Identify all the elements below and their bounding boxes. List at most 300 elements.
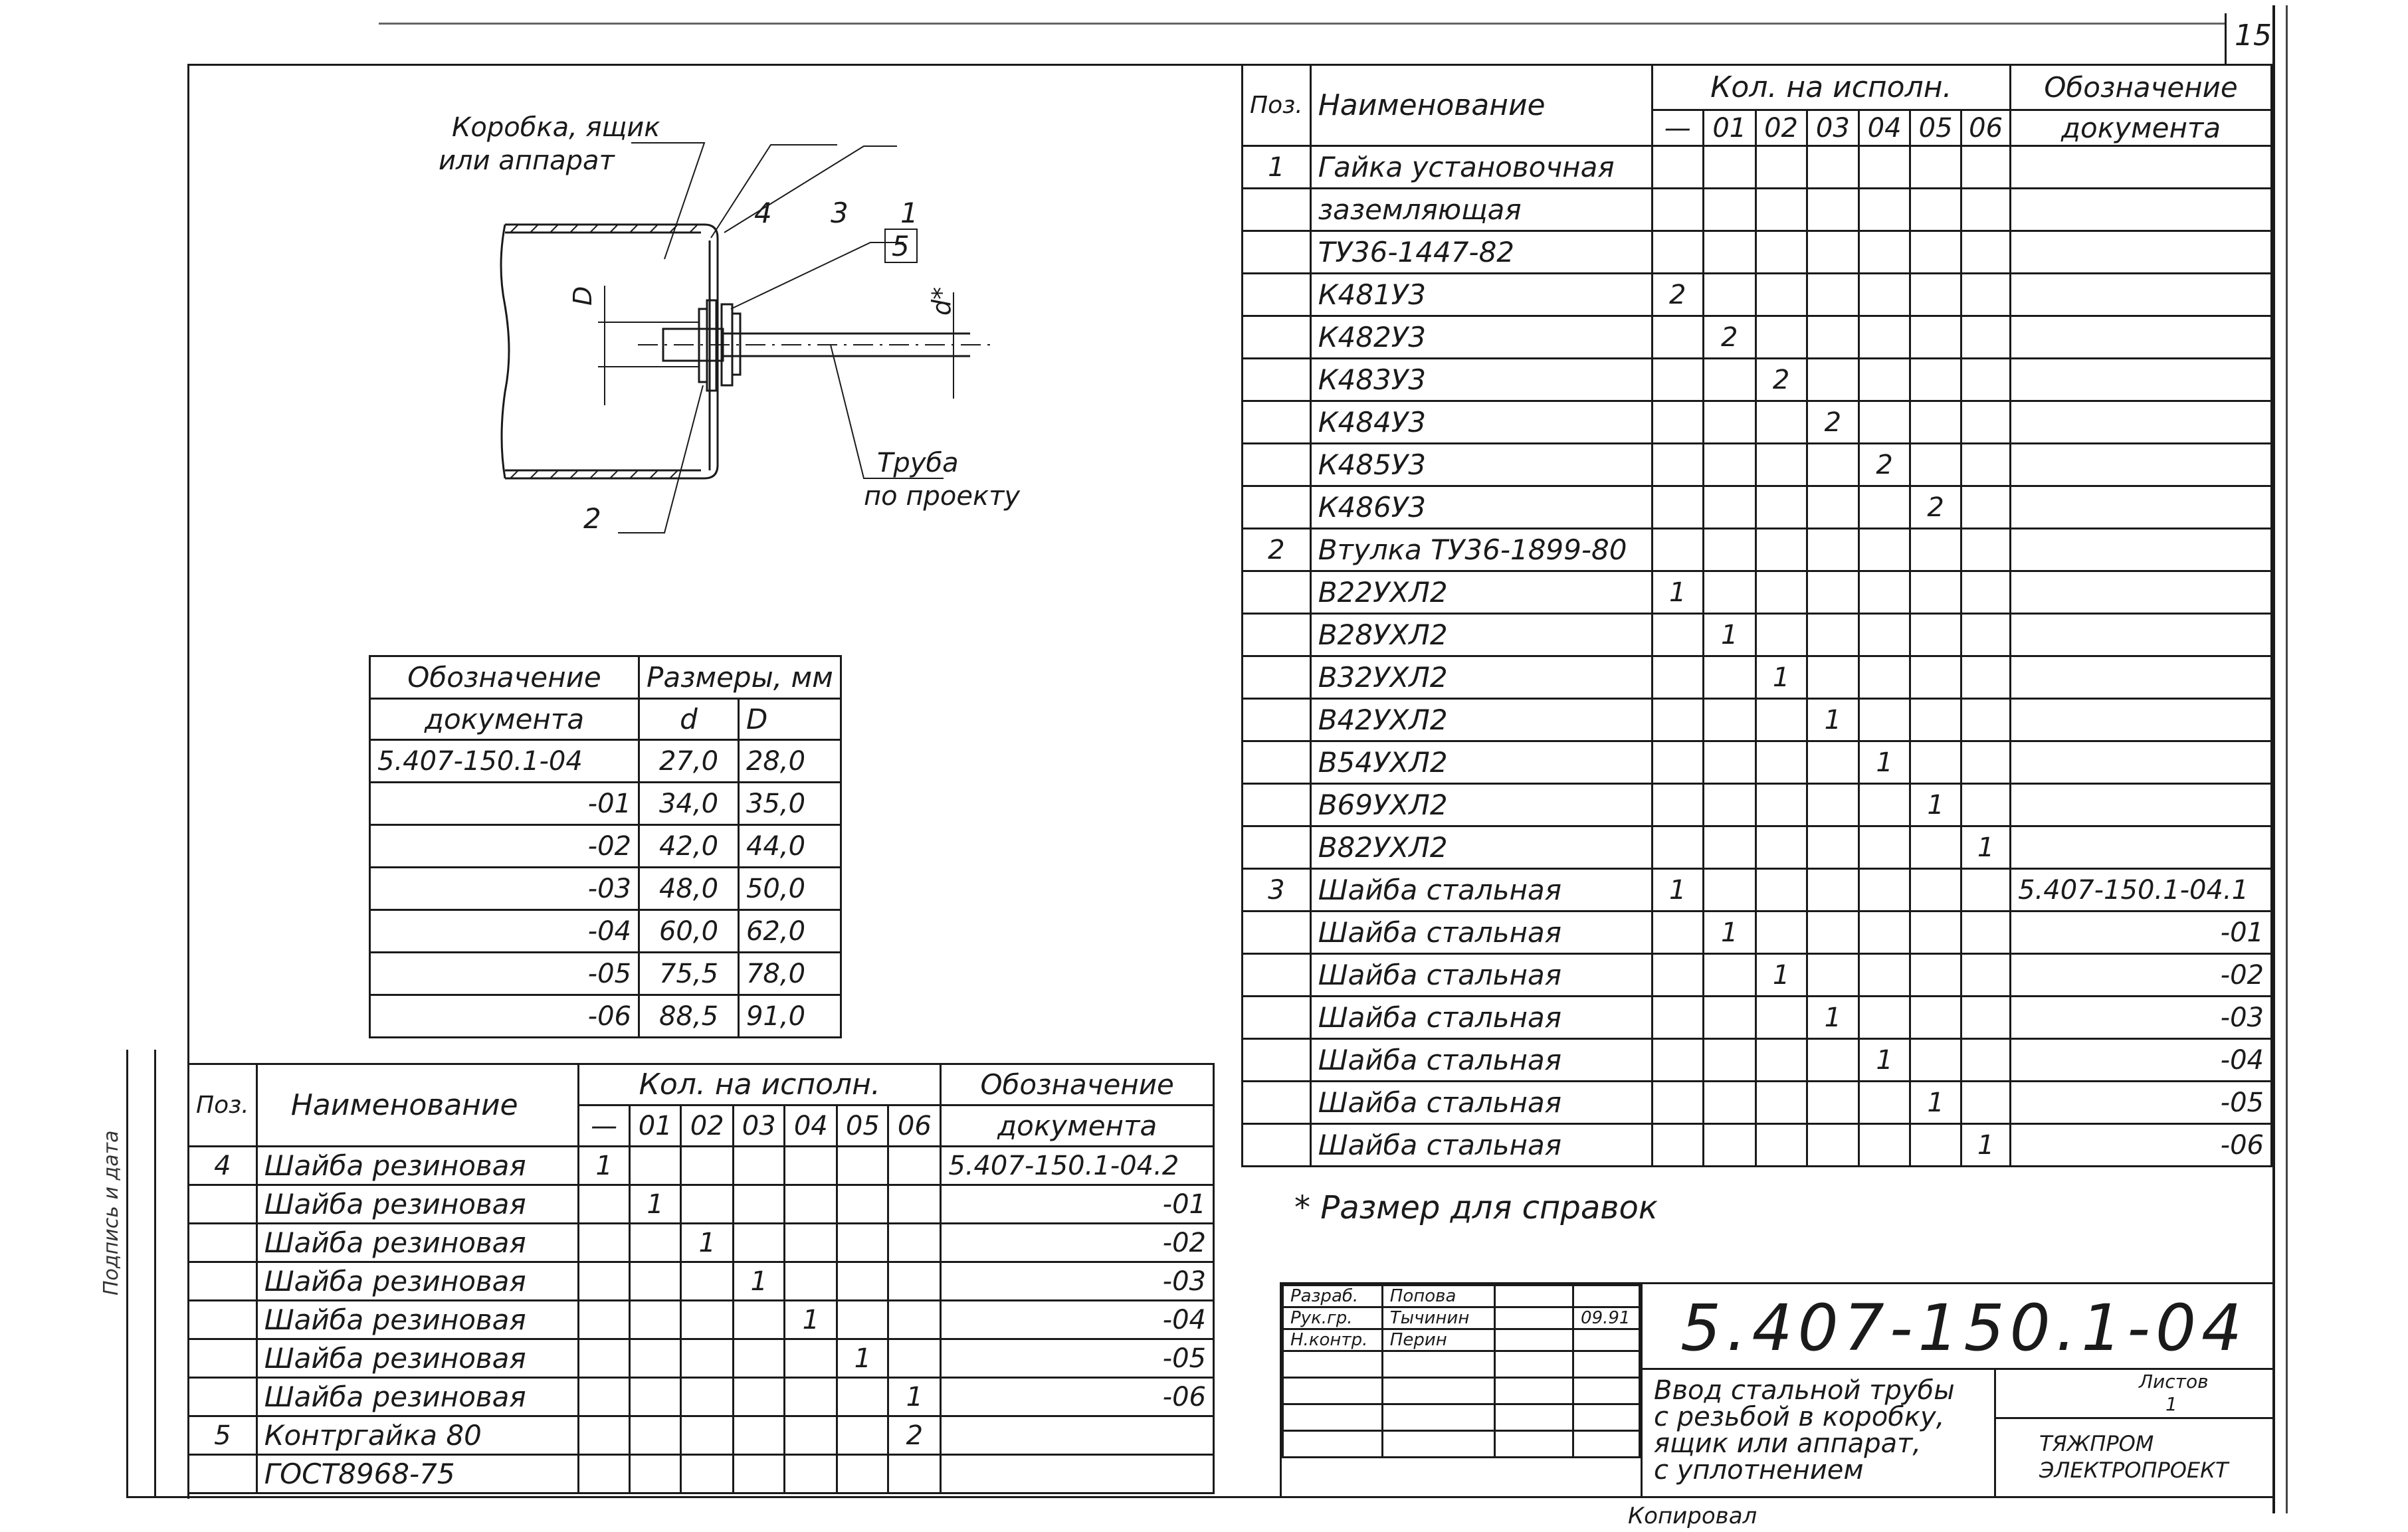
row-qty xyxy=(1859,401,1910,444)
title-block-signatures xyxy=(1282,1284,1641,1458)
spec-right-row xyxy=(1243,1039,2272,1082)
row-qty xyxy=(734,1301,785,1339)
row-qty xyxy=(1652,784,1703,826)
row-qty xyxy=(630,1147,681,1185)
box-wall-right xyxy=(505,238,718,478)
row-qty xyxy=(1704,997,1756,1039)
row-qty xyxy=(785,1224,837,1262)
row-qty xyxy=(1756,826,1807,869)
row-qty xyxy=(1652,359,1703,401)
spec-left-row xyxy=(189,1147,1214,1185)
row-pos xyxy=(189,1339,257,1378)
spec-right-h-name: Наименование xyxy=(1310,65,1652,146)
row-name: Гайка установочная xyxy=(1310,146,1652,189)
row-name: Шайба стальная xyxy=(1310,997,1652,1039)
tb-title-line-4: с уплотнением xyxy=(1654,1455,1864,1485)
row-qty xyxy=(1910,614,1961,656)
sizes-header-D: D xyxy=(738,699,841,740)
row-name: Контргайка 80 xyxy=(256,1416,579,1455)
row-qty: 1 xyxy=(1704,911,1756,954)
row-pos: 2 xyxy=(1243,529,1311,571)
sizes-cell-D: 78,0 xyxy=(738,953,841,995)
sizes-cell-d: 48,0 xyxy=(639,868,739,910)
spec-left-h-doc-1: Обозначение xyxy=(941,1064,1214,1105)
row-qty xyxy=(681,1455,734,1493)
row-qty: 1 xyxy=(1756,656,1807,699)
row-doc: -04 xyxy=(2011,1039,2272,1082)
spec-right-variant-header: 04 xyxy=(1859,110,1910,146)
row-qty xyxy=(1910,231,1961,274)
sizes-header-d: d xyxy=(639,699,739,740)
row-name: Шайба стальная xyxy=(1310,1039,1652,1082)
row-qty xyxy=(1910,997,1961,1039)
drawing-code: 5.407-150.1-04 xyxy=(1680,1291,2248,1365)
row-qty xyxy=(630,1455,681,1493)
row-pos xyxy=(1243,784,1311,826)
row-qty xyxy=(1910,826,1961,869)
spec-right-row xyxy=(1243,656,2272,699)
row-qty xyxy=(1756,1039,1807,1082)
row-qty xyxy=(579,1301,630,1339)
sizes-row xyxy=(370,953,841,995)
row-qty xyxy=(1807,911,1859,954)
row-pos xyxy=(1243,614,1311,656)
row-qty xyxy=(1756,911,1807,954)
row-qty xyxy=(1704,1039,1756,1082)
row-pos: 3 xyxy=(1243,869,1311,911)
row-qty xyxy=(1652,741,1703,784)
row-qty: 2 xyxy=(1910,486,1961,529)
row-doc: -04 xyxy=(941,1301,1214,1339)
row-qty xyxy=(1859,699,1910,741)
tb-sheets: 1 xyxy=(2165,1393,2177,1415)
row-pos xyxy=(1243,401,1311,444)
row-pos xyxy=(1243,826,1311,869)
row-qty xyxy=(1859,359,1910,401)
row-name: В54УХЛ2 xyxy=(1310,741,1652,784)
row-doc xyxy=(2011,274,2272,316)
row-doc: -06 xyxy=(941,1378,1214,1416)
row-qty: 1 xyxy=(1859,1039,1910,1082)
row-qty: 1 xyxy=(1652,571,1703,614)
spec-left-variant-header: 06 xyxy=(888,1105,941,1147)
row-qty xyxy=(1652,699,1703,741)
row-qty xyxy=(1910,316,1961,359)
row-qty xyxy=(1859,614,1910,656)
row-qty xyxy=(1910,571,1961,614)
row-qty xyxy=(1859,954,1910,997)
row-doc: -03 xyxy=(941,1262,1214,1301)
row-pos: 5 xyxy=(189,1416,257,1455)
sizes-cell-doc: -01 xyxy=(370,783,639,825)
spec-left-row xyxy=(189,1224,1214,1262)
row-name: Шайба резиновая xyxy=(256,1378,579,1416)
row-qty xyxy=(1859,869,1910,911)
row-qty xyxy=(1704,784,1756,826)
row-pos xyxy=(1243,189,1311,231)
row-pos xyxy=(1243,231,1311,274)
row-name: Втулка ТУ36-1899-80 xyxy=(1310,529,1652,571)
row-qty xyxy=(1756,274,1807,316)
row-name: ТУ36-1447-82 xyxy=(1310,231,1652,274)
row-qty xyxy=(1756,741,1807,784)
row-doc xyxy=(2011,401,2272,444)
row-qty xyxy=(1961,571,2011,614)
row-qty xyxy=(1756,231,1807,274)
spec-right-h-qty: Кол. на исполн. xyxy=(1652,65,2011,110)
label-box-1: Коробка, ящик xyxy=(452,112,660,143)
row-qty xyxy=(1807,614,1859,656)
spec-right-variant-header: 02 xyxy=(1756,110,1807,146)
row-qty xyxy=(1859,231,1910,274)
row-qty xyxy=(1961,741,2011,784)
row-qty xyxy=(1756,614,1807,656)
row-qty xyxy=(1910,401,1961,444)
row-qty xyxy=(1807,656,1859,699)
row-doc xyxy=(2011,231,2272,274)
row-qty xyxy=(734,1224,785,1262)
row-qty xyxy=(1652,1124,1703,1167)
tb-title-line-1: Ввод стальной трубы xyxy=(1654,1375,1955,1406)
row-qty xyxy=(1704,656,1756,699)
row-qty xyxy=(1961,529,2011,571)
row-qty xyxy=(888,1262,941,1301)
row-qty xyxy=(1704,146,1756,189)
row-qty xyxy=(1807,784,1859,826)
row-qty xyxy=(579,1378,630,1416)
tb-title xyxy=(1654,1377,1955,1484)
spec-right-row xyxy=(1243,401,2272,444)
row-qty xyxy=(785,1185,837,1224)
row-qty xyxy=(630,1339,681,1378)
spec-left-variant-header: 01 xyxy=(630,1105,681,1147)
row-qty xyxy=(1961,401,2011,444)
row-qty xyxy=(837,1185,888,1224)
row-qty xyxy=(1910,869,1961,911)
row-doc xyxy=(2011,699,2272,741)
row-qty xyxy=(837,1301,888,1339)
row-name: Шайба резиновая xyxy=(256,1339,579,1378)
sizes-cell-doc: -04 xyxy=(370,910,639,953)
label-pipe-1: Труба xyxy=(877,448,959,478)
row-pos xyxy=(1243,359,1311,401)
spec-right-row xyxy=(1243,997,2272,1039)
row-qty xyxy=(1704,571,1756,614)
row-doc xyxy=(2011,741,2272,784)
row-qty xyxy=(1910,444,1961,486)
row-doc: -01 xyxy=(2011,911,2272,954)
row-qty: 2 xyxy=(1704,316,1756,359)
row-qty xyxy=(1807,826,1859,869)
row-name: К484У3 xyxy=(1310,401,1652,444)
row-qty xyxy=(1652,1039,1703,1082)
row-doc xyxy=(2011,784,2272,826)
sizes-cell-doc: -06 xyxy=(370,995,639,1038)
row-doc xyxy=(941,1455,1214,1493)
tb-role-1: Разраб. xyxy=(1283,1286,1383,1307)
row-qty xyxy=(1652,656,1703,699)
row-qty: 2 xyxy=(1652,274,1703,316)
row-qty xyxy=(1807,231,1859,274)
sizes-cell-D: 35,0 xyxy=(738,783,841,825)
row-pos xyxy=(1243,997,1311,1039)
tb-role-2: Рук.гр. xyxy=(1283,1307,1383,1329)
tb-org-line-2: ЭЛЕКТРОПРОЕКТ xyxy=(2039,1458,2229,1483)
row-qty xyxy=(579,1185,630,1224)
row-qty xyxy=(1652,529,1703,571)
row-name: Шайба резиновая xyxy=(256,1185,579,1224)
spec-right-row xyxy=(1243,911,2272,954)
spec-right-table xyxy=(1241,64,2272,1167)
spec-left-h-qty: Кол. на исполн. xyxy=(579,1064,941,1105)
row-qty xyxy=(630,1224,681,1262)
row-qty xyxy=(579,1262,630,1301)
row-qty xyxy=(1652,911,1703,954)
row-qty xyxy=(1652,401,1703,444)
sizes-cell-D: 28,0 xyxy=(738,740,841,783)
sizes-header-sizes: Размеры, мм xyxy=(639,656,841,699)
row-qty: 1 xyxy=(1704,614,1756,656)
pos-label-4: 4 xyxy=(754,197,772,229)
row-name: В69УХЛ2 xyxy=(1310,784,1652,826)
row-pos xyxy=(1243,954,1311,997)
row-pos xyxy=(1243,274,1311,316)
row-qty xyxy=(1756,699,1807,741)
sizes-cell-d: 42,0 xyxy=(639,825,739,868)
row-doc xyxy=(2011,316,2272,359)
sizes-header-doc-1: Обозначение xyxy=(370,656,639,699)
spec-left-row xyxy=(189,1262,1214,1301)
row-doc: -03 xyxy=(2011,997,2272,1039)
row-pos xyxy=(1243,571,1311,614)
spec-right-row xyxy=(1243,1082,2272,1124)
spec-right-h-doc-1: Обозначение xyxy=(2011,65,2272,110)
row-qty xyxy=(1807,1124,1859,1167)
spec-right-h-pos: Поз. xyxy=(1243,65,1311,146)
row-qty xyxy=(1910,529,1961,571)
row-doc xyxy=(2011,444,2272,486)
row-qty xyxy=(1652,997,1703,1039)
row-qty xyxy=(1756,316,1807,359)
row-doc: -02 xyxy=(2011,954,2272,997)
row-qty: 1 xyxy=(630,1185,681,1224)
row-pos: 4 xyxy=(189,1147,257,1185)
spec-left-row xyxy=(189,1185,1214,1224)
row-pos xyxy=(1243,486,1311,529)
row-qty xyxy=(1704,189,1756,231)
label-box-2: или аппарат xyxy=(439,145,615,176)
row-pos xyxy=(1243,1124,1311,1167)
row-qty xyxy=(1704,231,1756,274)
spec-right-row xyxy=(1243,231,2272,274)
sizes-cell-doc: -05 xyxy=(370,953,639,995)
row-qty xyxy=(1859,997,1910,1039)
spec-right-row xyxy=(1243,359,2272,401)
sizes-cell-d: 27,0 xyxy=(639,740,739,783)
row-qty xyxy=(630,1416,681,1455)
row-qty xyxy=(1910,1124,1961,1167)
spec-right-variant-header: — xyxy=(1652,110,1703,146)
tb-date: 09.91 xyxy=(1573,1307,1640,1329)
row-qty xyxy=(1756,486,1807,529)
spec-right-row xyxy=(1243,316,2272,359)
row-qty xyxy=(1910,1039,1961,1082)
spec-left-variant-header: 05 xyxy=(837,1105,888,1147)
spec-right-row xyxy=(1243,869,2272,911)
row-qty xyxy=(1859,1124,1910,1167)
row-qty xyxy=(630,1378,681,1416)
row-qty xyxy=(1910,699,1961,741)
row-qty xyxy=(630,1262,681,1301)
row-qty xyxy=(1961,1039,2011,1082)
row-qty xyxy=(837,1224,888,1262)
sizes-cell-doc: 5.407-150.1-04 xyxy=(370,740,639,783)
spec-left-table xyxy=(187,1063,1215,1494)
row-qty xyxy=(888,1224,941,1262)
row-doc xyxy=(2011,189,2272,231)
sizes-row xyxy=(370,910,841,953)
sizes-row xyxy=(370,783,841,825)
row-doc: -06 xyxy=(2011,1124,2272,1167)
pos-label-3: 3 xyxy=(831,197,849,229)
row-qty xyxy=(1961,784,2011,826)
row-qty xyxy=(681,1339,734,1378)
row-pos xyxy=(189,1262,257,1301)
row-name: Шайба стальная xyxy=(1310,869,1652,911)
row-qty xyxy=(681,1262,734,1301)
row-doc xyxy=(2011,571,2272,614)
row-qty xyxy=(1961,316,2011,359)
row-name: К483У3 xyxy=(1310,359,1652,401)
row-qty xyxy=(837,1416,888,1455)
row-qty xyxy=(1704,401,1756,444)
row-name: Шайба стальная xyxy=(1310,1082,1652,1124)
row-qty xyxy=(1704,529,1756,571)
row-name: Шайба резиновая xyxy=(256,1147,579,1185)
row-qty xyxy=(1807,954,1859,997)
row-qty xyxy=(1859,571,1910,614)
row-name: Шайба резиновая xyxy=(256,1301,579,1339)
sizes-cell-D: 62,0 xyxy=(738,910,841,953)
row-name: В22УХЛ2 xyxy=(1310,571,1652,614)
tb-name-2: Тычинин xyxy=(1382,1307,1494,1329)
tb-title-line-2: с резьбой в коробку, xyxy=(1654,1402,1945,1432)
row-qty xyxy=(579,1339,630,1378)
sizes-cell-D: 91,0 xyxy=(738,995,841,1038)
row-qty xyxy=(1961,274,2011,316)
row-qty xyxy=(888,1301,941,1339)
row-pos: 1 xyxy=(1243,146,1311,189)
row-qty xyxy=(1652,189,1703,231)
row-qty xyxy=(837,1455,888,1493)
tb-org xyxy=(2039,1430,2228,1484)
row-qty xyxy=(1756,571,1807,614)
row-qty xyxy=(837,1378,888,1416)
row-qty xyxy=(1961,954,2011,997)
row-qty xyxy=(1807,444,1859,486)
sizes-cell-d: 34,0 xyxy=(639,783,739,825)
row-qty xyxy=(1910,359,1961,401)
row-qty xyxy=(1859,911,1910,954)
pos-label-2: 2 xyxy=(583,502,601,535)
row-doc xyxy=(2011,359,2272,401)
row-qty xyxy=(734,1147,785,1185)
row-qty: 1 xyxy=(1961,826,2011,869)
spec-right-row xyxy=(1243,954,2272,997)
row-qty: 1 xyxy=(1910,1082,1961,1124)
spec-left-row xyxy=(189,1339,1214,1378)
row-qty xyxy=(1704,1082,1756,1124)
row-qty xyxy=(1652,146,1703,189)
label-pipe-2: по проекту xyxy=(864,481,1021,512)
pos-label-5: 5 xyxy=(892,230,910,262)
row-qty xyxy=(1859,146,1910,189)
row-qty xyxy=(1807,529,1859,571)
row-qty: 1 xyxy=(1910,784,1961,826)
spec-right-variant-header: 01 xyxy=(1704,110,1756,146)
row-qty xyxy=(1704,954,1756,997)
row-qty xyxy=(1961,486,2011,529)
sizes-cell-d: 88,5 xyxy=(639,995,739,1038)
row-qty: 1 xyxy=(837,1339,888,1378)
row-qty xyxy=(1652,614,1703,656)
row-qty: 1 xyxy=(1807,699,1859,741)
row-qty xyxy=(1859,189,1910,231)
spec-left-h-pos: Поз. xyxy=(189,1064,257,1147)
row-qty xyxy=(1859,486,1910,529)
spec-right-row xyxy=(1243,529,2272,571)
row-qty xyxy=(1704,741,1756,784)
row-qty: 1 xyxy=(1652,869,1703,911)
row-qty xyxy=(837,1147,888,1185)
row-qty xyxy=(1756,997,1807,1039)
row-qty xyxy=(1961,444,2011,486)
row-qty xyxy=(888,1339,941,1378)
row-qty xyxy=(1756,444,1807,486)
spec-right-variant-header: 05 xyxy=(1910,110,1961,146)
row-qty xyxy=(785,1339,837,1378)
row-qty xyxy=(1910,656,1961,699)
spec-right-h-doc-2: документа xyxy=(2011,110,2272,146)
row-qty xyxy=(1961,656,2011,699)
spec-right-variant-header: 03 xyxy=(1807,110,1859,146)
sheet-number: 15 xyxy=(2235,19,2272,52)
row-qty xyxy=(1859,316,1910,359)
tb-org-line-1: ТЯЖПРОМ xyxy=(2039,1431,2154,1456)
spec-right-row xyxy=(1243,1124,2272,1167)
spec-left-row xyxy=(189,1416,1214,1455)
row-qty xyxy=(1961,231,2011,274)
spec-right-row xyxy=(1243,826,2272,869)
row-qty: 1 xyxy=(1961,1124,2011,1167)
row-qty xyxy=(1756,784,1807,826)
row-qty xyxy=(1704,1124,1756,1167)
title-block xyxy=(1280,1282,2274,1498)
row-pos xyxy=(1243,316,1311,359)
row-pos xyxy=(1243,1039,1311,1082)
row-qty xyxy=(1910,189,1961,231)
row-qty xyxy=(1652,1082,1703,1124)
sizes-cell-doc: -02 xyxy=(370,825,639,868)
row-doc xyxy=(2011,656,2272,699)
row-qty xyxy=(1961,699,2011,741)
spec-right-variant-header: 06 xyxy=(1961,110,2011,146)
row-doc: -05 xyxy=(941,1339,1214,1378)
sizes-cell-D: 44,0 xyxy=(738,825,841,868)
row-qty xyxy=(579,1455,630,1493)
row-qty xyxy=(1910,741,1961,784)
row-qty xyxy=(1704,826,1756,869)
